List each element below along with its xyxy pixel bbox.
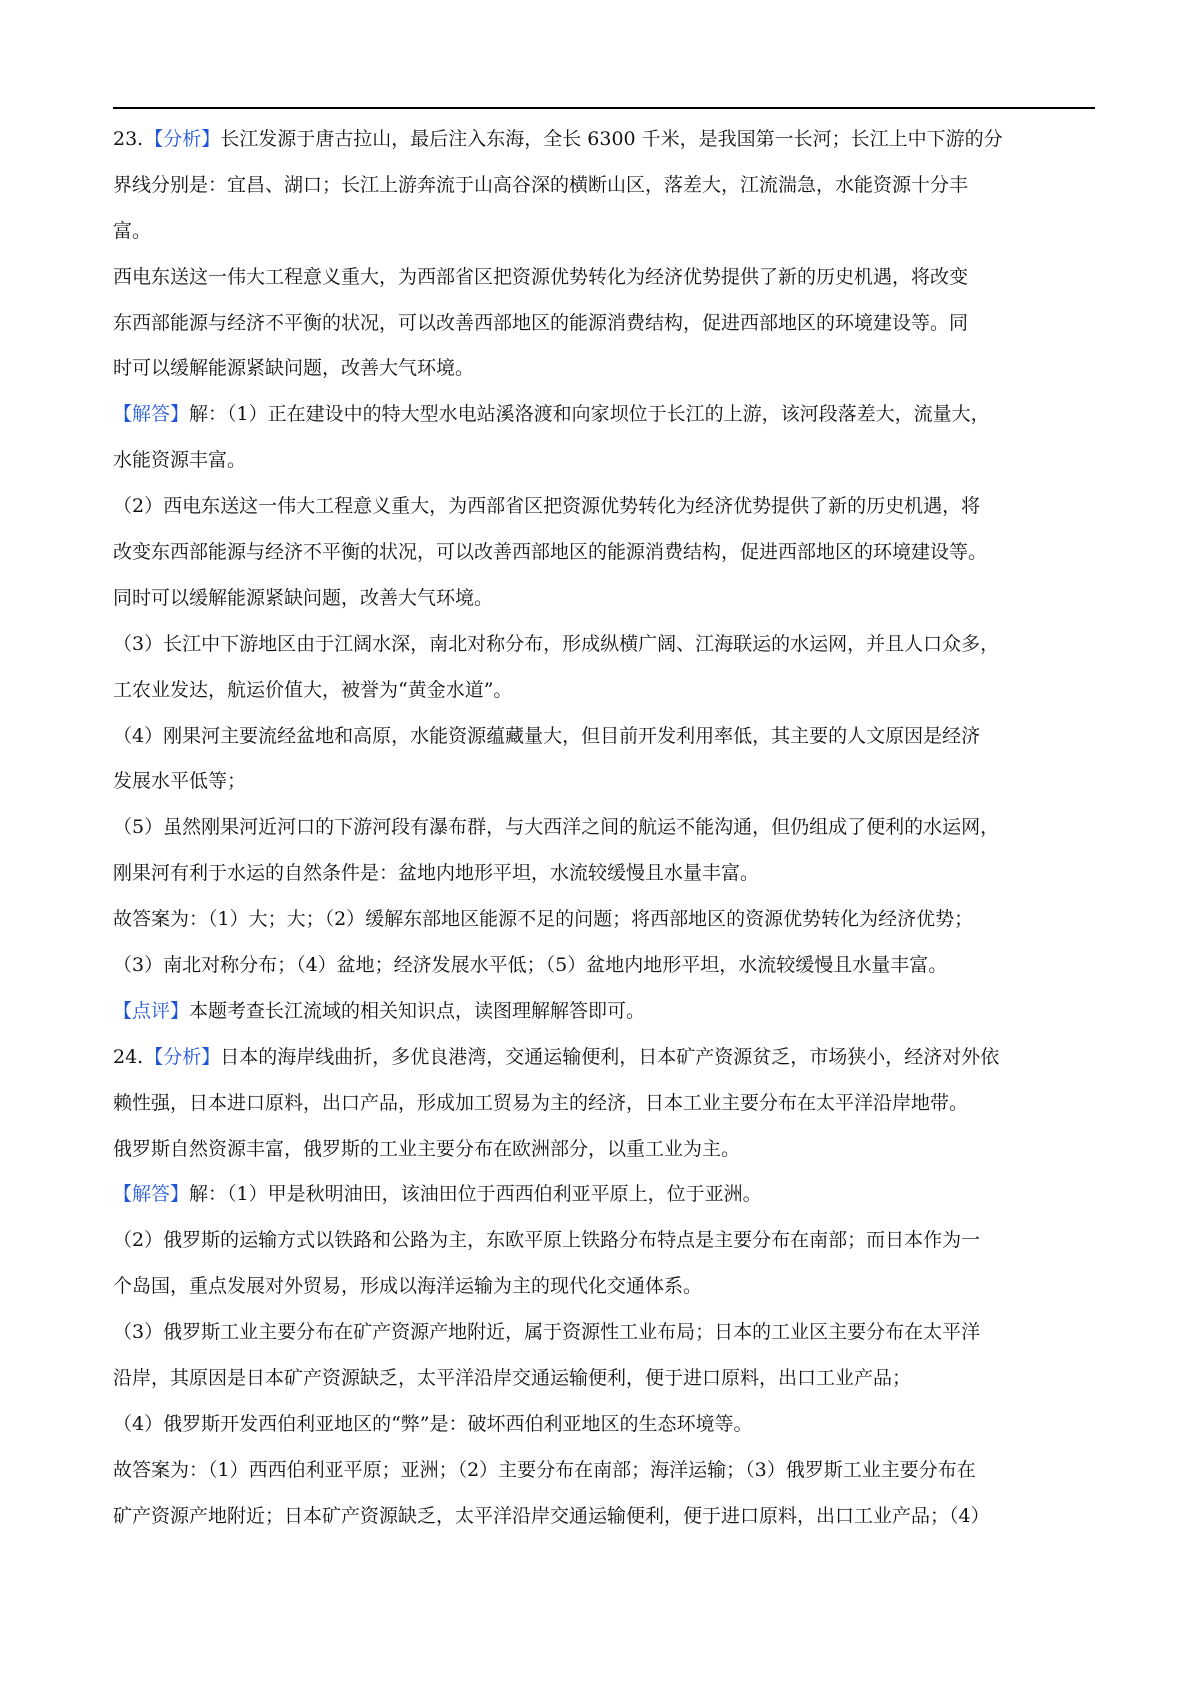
q24-analysis-line-3: 俄罗斯自然资源丰富，俄罗斯的工业主要分布在欧洲部分，以重工业为主。	[113, 1137, 741, 1160]
q23-answer-line-2: 水能资源丰富。	[113, 449, 247, 472]
q23-answer-line-8: （4）刚果河主要流经盆地和高原，水能资源蕴藏量大，但目前开发利用率低，其主要的人文原因是经济	[113, 724, 981, 747]
answer-label: 【解答】	[113, 1183, 190, 1206]
q23-comment-line	[113, 989, 1095, 1035]
question-number: 23.	[113, 128, 144, 150]
q23-analysis-line-6: 时可以缓解能源紧缺问题，改善大气环境。	[113, 357, 475, 380]
q23-analysis-line-5: 东西部能源与经济不平衡的状况，可以改善西部地区的能源消费结构，促进西部地区的环境建设等。同	[113, 311, 969, 334]
header-rule	[113, 107, 1095, 109]
q23-answer-line-10: （5）虽然刚果河近河口的下游河段有瀑布群，与大西洋之间的航运不能沟通，但仍组成了便利的水运网，	[113, 816, 1000, 839]
q23-answer-line-13: （3）南北对称分布；（4）盆地；经济发展水平低；（5）盆地内地形平坦，水流较缓慢且水量丰富。	[113, 954, 948, 977]
q24-answer-line-2: （2）俄罗斯的运输方式以铁路和公路为主，东欧平原上铁路分布特点是主要分布在南部；而日本作为一	[113, 1229, 981, 1252]
q23-analysis-line-3: 富。	[113, 219, 152, 242]
q24-analysis-line-2: 赖性强，日本进口原料，出口产品，形成加工贸易为主的经济，日本工业主要分布在太平洋沿岸地带。	[113, 1091, 969, 1114]
q23-answer-line-7: 工农业发达，航运价值大，被誉为“黄金水道”。	[113, 678, 513, 701]
q24-analysis-line-1	[113, 1035, 1095, 1081]
analysis-label: 【分析】	[144, 128, 221, 150]
q24-answer-line-5: 沿岸，其原因是日本矿产资源缺乏，太平洋沿岸交通运输便利，便于进口原料，出口工业产品；	[113, 1367, 912, 1390]
q23-analysis-line-1	[113, 117, 1095, 163]
q23-answer-line-12: 故答案为：（1）大；大；（2）缓解东部地区能源不足的问题；将西部地区的资源优势转化为经济优势；	[113, 908, 974, 931]
q23-answer-line-1	[113, 392, 1095, 438]
q24-answer-line-8: 矿产资源产地附近；日本矿产资源缺乏，太平洋沿岸交通运输便利，便于进口原料，出口工业产品；（4）	[113, 1504, 990, 1527]
q23-analysis-line-2: 界线分别是：宜昌、湖口；长江上游奔流于山高谷深的横断山区，落差大，江流湍急，水能资源十分丰	[113, 173, 969, 196]
q23-answer-line-5: 同时可以缓解能源紧缺问题，改善大气环境。	[113, 586, 494, 609]
analysis-label: 【分析】	[144, 1045, 221, 1068]
q24-answer-line-6: （4）俄罗斯开发西伯利亚地区的“弊”是：破坏西伯利亚地区的生态环境等。	[113, 1412, 753, 1435]
q24-answer-line-3: 个岛国，重点发展对外贸易，形成以海洋运输为主的现代化交通体系。	[113, 1275, 703, 1298]
comment-text: 本题考查长江流域的相关知识点，读图理解解答即可。	[189, 999, 646, 1022]
q23-answer-line-6: （3）长江中下游地区由于江阔水深，南北对称分布，形成纵横广阔、江海联运的水运网，并且人口众多，	[113, 632, 1000, 655]
analysis-text: 长江发源于唐古拉山，最后注入东海，全长 6300 千米，是我国第一长河；长江上中下游的分	[220, 128, 1003, 150]
question-number: 24.	[113, 1045, 144, 1068]
comment-label: 【点评】	[113, 999, 190, 1022]
q24-answer-line-1	[113, 1172, 1095, 1218]
q23-answer-line-11: 刚果河有利于水运的自然条件是：盆地内地形平坦，水流较缓慢且水量丰富。	[113, 862, 760, 885]
q23-answer-line-3: （2）西电东送这一伟大工程意义重大，为西部省区把资源优势转化为经济优势提供了新的历史机遇，将	[113, 495, 981, 518]
q23-answer-line-9: 发展水平低等；	[113, 770, 247, 793]
answer-label: 【解答】	[113, 403, 190, 426]
q24-answer-line-4: （3）俄罗斯工业主要分布在矿产资源产地附近，属于资源性工业布局；日本的工业区主要分布在太平洋	[113, 1321, 981, 1344]
answer-content	[113, 117, 1095, 1540]
analysis-text: 日本的海岸线曲折，多优良港湾，交通运输便利，日本矿产资源贫乏，市场狭小，经济对外依	[220, 1045, 1000, 1068]
q24-answer-line-7: 故答案为：（1）西西伯利亚平原；亚洲；（2）主要分布在南部；海洋运输；（3）俄罗斯工业主要分布在	[113, 1458, 976, 1481]
q23-answer-line-4: 改变东西部能源与经济不平衡的状况，可以改善西部地区的能源消费结构，促进西部地区的环境建设等。	[113, 541, 988, 564]
answer-text: 解：（1）甲是秋明油田，该油田位于西西伯利亚平原上，位于亚洲。	[189, 1183, 762, 1206]
answer-text: 解：（1）正在建设中的特大型水电站溪洛渡和向家坝位于长江的上游，该河段落差大，流量大，	[189, 403, 990, 426]
q23-analysis-line-4: 西电东送这一伟大工程意义重大，为西部省区把资源优势转化为经济优势提供了新的历史机遇，将改变	[113, 265, 969, 288]
